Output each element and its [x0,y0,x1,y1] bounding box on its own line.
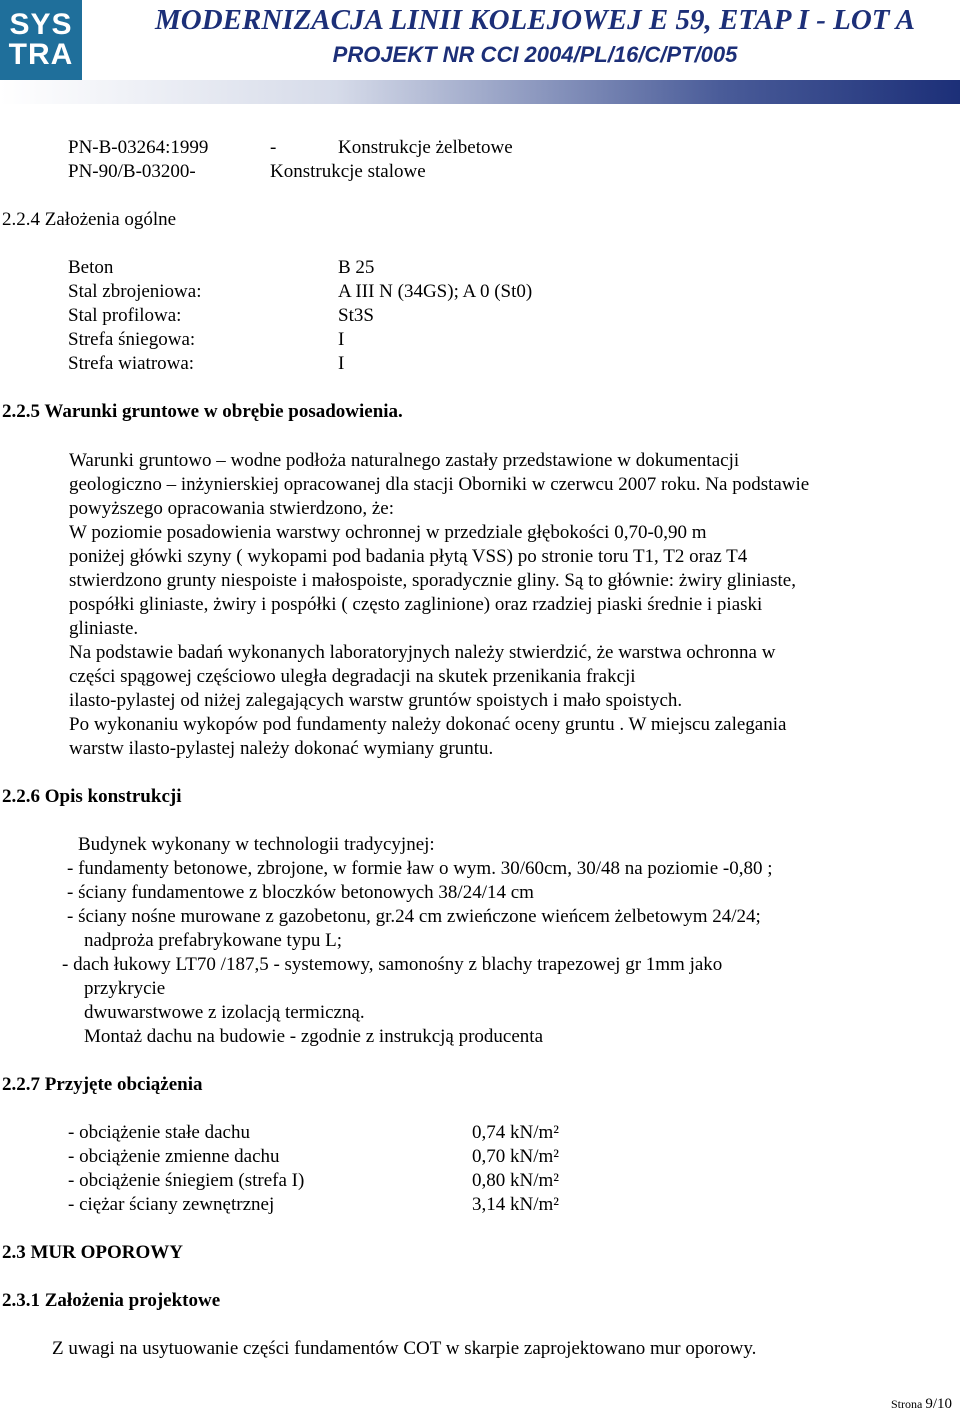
section-heading-2-2-6: 2.2.6 Opis konstrukcji [2,786,182,807]
paragraph-line: Po wykonaniu wykopów pod fundamenty należy dokonać oceny gruntu . W miejscu zalegania [69,714,787,735]
section-heading-2-2-5: 2.2.5 Warunki gruntowe w obrębie posadowienia. [2,401,403,422]
param-value: A III N (34GS); A 0 (St0) [338,281,533,302]
construction-line: nadproża prefabrykowane typu L; [84,930,342,951]
load-value: 0,80 kN/m² [472,1170,559,1191]
paragraph-line: W poziomie posadowienia warstwy ochronnej w przedziale głębokości 0,70-0,90 m [69,522,707,543]
construction-line: - fundamenty betonowe, zbrojone, w formie ław o wym. 30/60cm, 30/48 na poziomie -0,80 ; [67,858,773,879]
paragraph-line: części spągowej częściowo uległa degradacji na skutek przenikania frakcji [69,666,636,687]
construction-line: Budynek wykonany w technologii tradycyjnej: [78,834,435,855]
construction-line: - ściany nośne murowane z gazobetonu, gr.24 cm zwieńczone wieńcem żelbetowym 24/24; [67,906,761,927]
logo-line-2: TRA [8,38,74,71]
param-label: Strefa śniegowa: [68,329,196,350]
load-value: 3,14 kN/m² [472,1194,559,1215]
systra-logo [0,0,82,80]
construction-line: przykrycie [84,978,166,999]
construction-line: - dach łukowy LT70 /187,5 - systemowy, samonośny z blachy trapezowej gr 1mm jako [62,954,723,975]
load-label: - ciężar ściany zewnętrznej [68,1194,275,1215]
load-label: - obciążenie zmienne dachu [68,1146,280,1167]
load-value: 0,74 kN/m² [472,1122,559,1143]
norm-name: Konstrukcje stalowe [270,161,426,182]
paragraph-line: stwierdzono grunty niespoiste i małospoiste, sporadycznie gliny. Są to głównie: żwiry gliniaste, [69,570,796,591]
norm-code: PN-B-03264:1999 [68,137,209,158]
construction-line: - ściany fundamentowe z bloczków betonowych 38/24/14 cm [67,882,534,903]
page-header [0,0,960,106]
construction-line: Montaż dachu na budowie - zgodnie z instrukcją producenta [84,1026,544,1047]
header-title: MODERNIZACJA LINII KOLEJOWEJ E 59, ETAP I - LOT A [154,4,916,36]
param-label: Beton [68,257,114,278]
paragraph-line: ilasto-pylastej od niżej zalegających warstw gruntów spoistych i mało spoistych. [69,690,683,711]
param-value: B 25 [338,257,375,278]
page-number: 9/10 [925,1396,952,1412]
param-label: Stal zbrojeniowa: [68,281,202,302]
header-gradient-band [0,80,960,104]
paragraph-line: warstw ilasto-pylastej należy dokonać wymiany gruntu. [69,738,494,759]
paragraph-line: poniżej główki szyny ( wykopami pod badania płytą VSS) po stronie toru T1, T2 oraz T4 [69,546,748,567]
section-heading-2-3: 2.3 MUR OPOROWY [2,1242,184,1263]
section-heading-2-3-1: 2.3.1 Założenia projektowe [2,1290,221,1311]
header-subtitle: PROJEKT NR CCI 2004/PL/16/C/PT/005 [332,42,738,67]
load-label: - obciążenie stałe dachu [68,1122,250,1143]
norm-code: PN-90/B-03200- [68,161,196,182]
paragraph-line: Z uwagi na usytuowanie części fundamentów COT w skarpie zaprojektowano mur oporowy. [52,1338,757,1359]
param-label: Stal profilowa: [68,305,182,326]
paragraph-line: Na podstawie badań wykonanych laboratoryjnych należy stwierdzić, że warstwa ochronna w [69,642,776,663]
paragraph-line: pospółki gliniaste, żwiry i pospółki ( często zaglinione) oraz rzadziej piaski średnie i piaski [69,594,763,615]
logo-line-1: SYS [9,8,73,41]
norm-name: Konstrukcje żelbetowe [338,137,513,158]
paragraph-line: Warunki gruntowo – wodne podłoża naturalnego zastały przedstawione w dokumentacji [69,450,740,471]
paragraph-line: gliniaste. [69,618,139,639]
load-label: - obciążenie śniegiem (strefa I) [68,1170,305,1191]
construction-line: dwuwarstwowe z izolacją termiczną. [84,1002,365,1023]
param-value: St3S [338,305,374,326]
page-footer [891,1396,952,1413]
section-heading-2-2-4: 2.2.4 Założenia ogólne [2,209,177,230]
paragraph-line: geologiczno – inżynierskiej opracowanej dla stacji Oborniki w czerwcu 2007 roku. Na podstawie [69,474,810,495]
section-heading-2-2-7: 2.2.7 Przyjęte obciążenia [2,1074,203,1095]
param-value: I [338,353,345,374]
param-value: I [338,329,345,350]
param-label: Strefa wiatrowa: [68,353,195,374]
page-label: Strona [890,1397,923,1411]
load-value: 0,70 kN/m² [472,1146,559,1167]
norm-dash: - [270,137,277,158]
paragraph-line: powyższego opracowania stwierdzono, że: [69,498,394,519]
